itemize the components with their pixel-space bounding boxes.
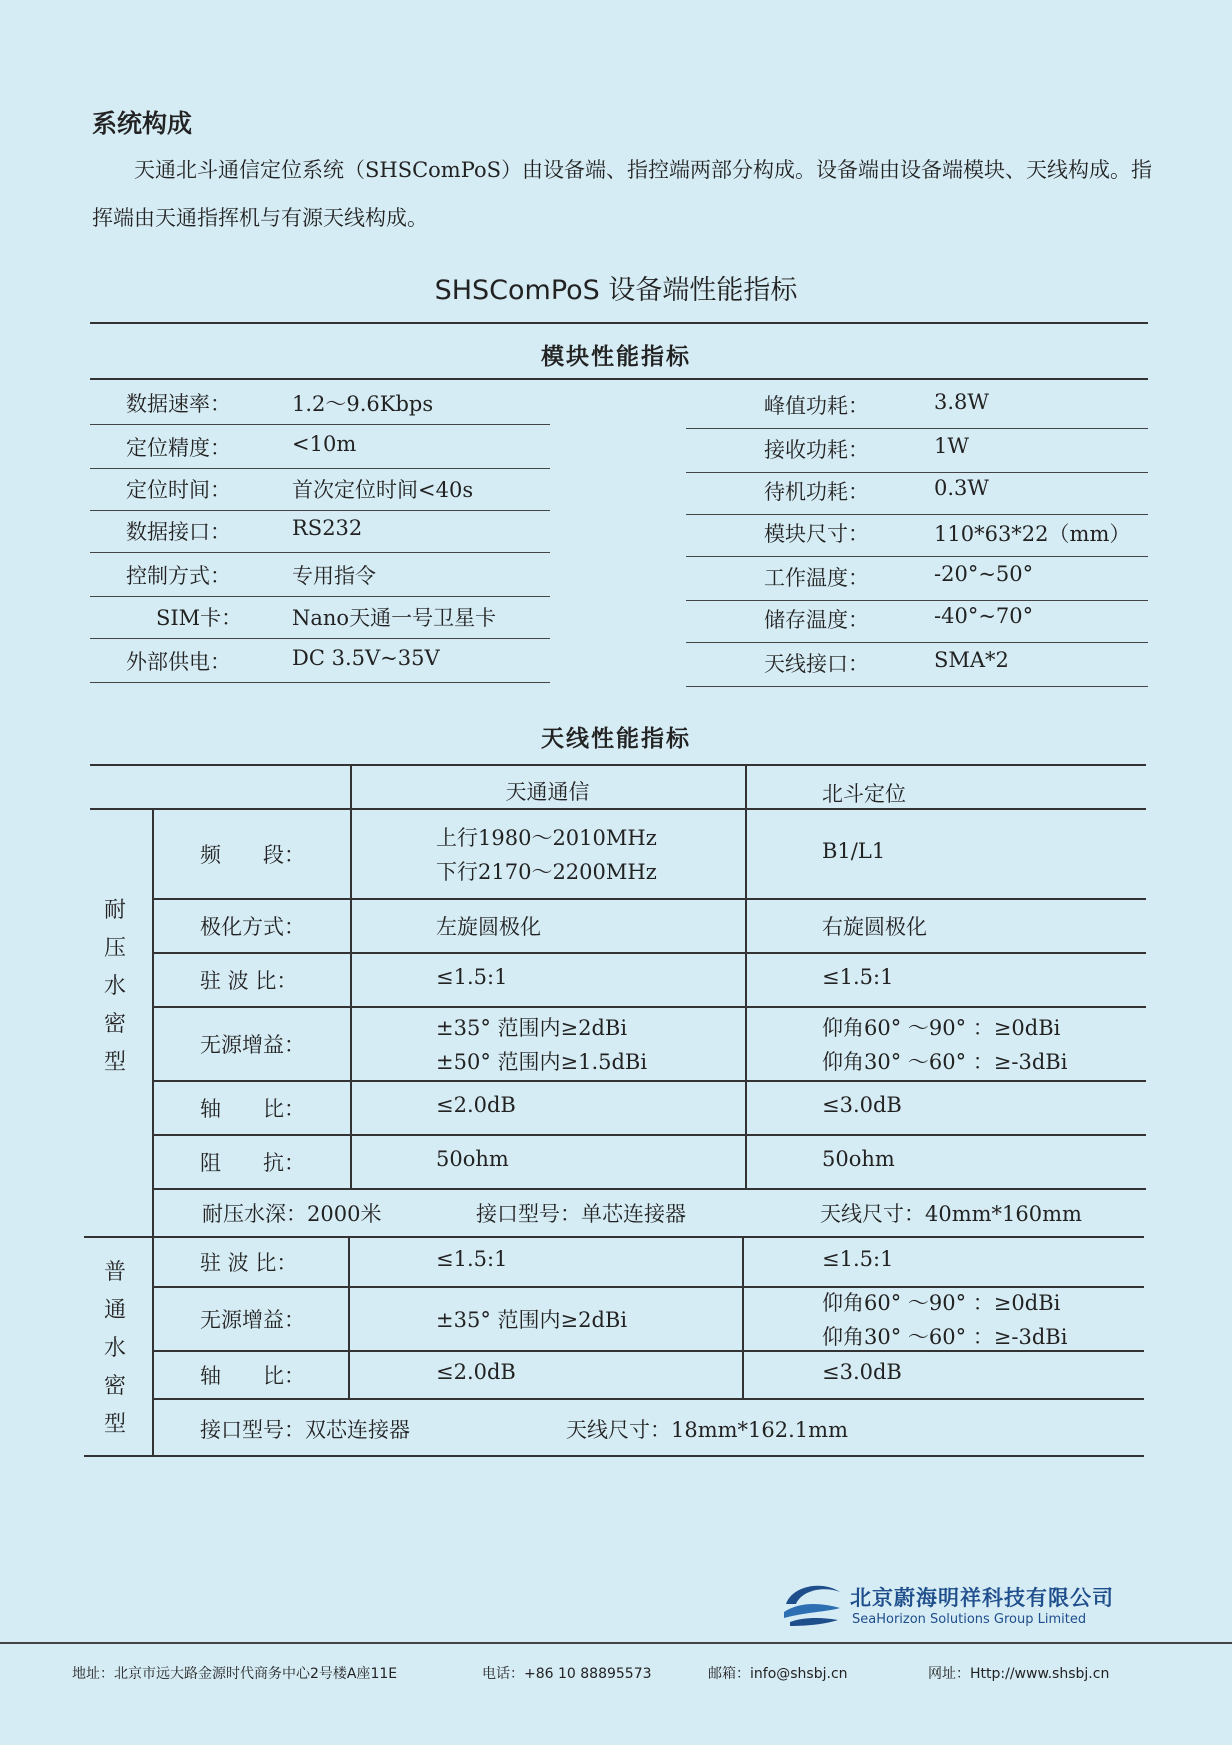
rule-top bbox=[90, 322, 1148, 324]
module-spec-value: 1.2～9.6Kbps bbox=[292, 392, 434, 416]
antenna-cell-tiantong: ≤1.5:1 bbox=[436, 965, 508, 989]
footer-phone: 电话：+86 10 88895573 bbox=[482, 1666, 652, 1682]
module-spec-value: SMA*2 bbox=[934, 648, 1009, 672]
antenna-cell-beidou: ≤1.5:1 bbox=[822, 1247, 894, 1271]
module-row-divider bbox=[90, 424, 550, 425]
footer-band bbox=[0, 1642, 1232, 1745]
antenna-cell-beidou: ≤1.5:1 bbox=[822, 965, 894, 989]
antenna-row-label: 驻 波 比： bbox=[200, 1251, 298, 1275]
antenna-summary-item: 接口型号：双芯连接器 bbox=[200, 1418, 410, 1442]
antenna-cell-beidou: ≤3.0dB bbox=[822, 1093, 902, 1117]
antenna-row-label: 轴 比： bbox=[200, 1097, 305, 1121]
antenna-cell-tiantong: ±50° 范围内≥1.5dBi bbox=[436, 1050, 648, 1074]
module-spec-label: 定位精度： bbox=[126, 436, 231, 460]
antenna-cell-tiantong: ≤2.0dB bbox=[436, 1360, 516, 1384]
antenna-cell-tiantong: 下行2170～2200MHz bbox=[436, 860, 657, 884]
antenna-row-label: 无源增益： bbox=[200, 1033, 305, 1057]
antenna-summary-item: 天线尺寸：18mm*162.1mm bbox=[566, 1418, 848, 1442]
antenna-row-label: 极化方式： bbox=[200, 915, 305, 939]
module-spec-value: 3.8W bbox=[934, 390, 989, 414]
antenna-cell-beidou: 仰角30° ～60° ：≥-3dBi bbox=[822, 1050, 1068, 1074]
module-row-divider bbox=[686, 472, 1148, 473]
module-row-divider bbox=[686, 642, 1148, 643]
module-spec-label: 待机功耗： bbox=[764, 480, 869, 504]
module-row-divider bbox=[686, 556, 1148, 557]
module-spec-label: 控制方式： bbox=[126, 564, 231, 588]
antenna-cell-beidou: 仰角60° ～90° ：≥0dBi bbox=[822, 1016, 1061, 1040]
company-logo-icon bbox=[782, 1578, 844, 1628]
col-header-beidou: 北斗定位 bbox=[822, 782, 906, 806]
module-spec-label: 接收功耗： bbox=[764, 438, 869, 462]
section-title: 系统构成 bbox=[92, 109, 193, 138]
antenna-summary-item: 天线尺寸：40mm*160mm bbox=[820, 1202, 1082, 1226]
col-header-tiantong: 天通通信 bbox=[505, 780, 590, 804]
module-spec-label: 数据接口： bbox=[126, 520, 231, 544]
antenna-cell-tiantong: 左旋圆极化 bbox=[436, 915, 541, 939]
module-spec-value: <10m bbox=[292, 432, 357, 456]
antenna-row-label: 频 段： bbox=[200, 843, 305, 867]
group-name-pressure: 耐压水密型 bbox=[103, 898, 126, 1075]
antenna-cell-tiantong: ±35° 范围内≥2dBi bbox=[436, 1308, 628, 1332]
module-spec-value: Nano天通一号卫星卡 bbox=[292, 606, 497, 630]
antenna-row-label: 无源增益： bbox=[200, 1308, 305, 1332]
module-spec-value: 1W bbox=[934, 434, 969, 458]
module-spec-label: 外部供电： bbox=[126, 650, 231, 674]
module-row-divider bbox=[90, 638, 550, 639]
module-spec-label: 储存温度： bbox=[764, 608, 869, 632]
rule-module-header bbox=[90, 378, 1148, 380]
module-row-divider bbox=[686, 600, 1148, 601]
module-spec-value: 首次定位时间<40s bbox=[292, 478, 474, 502]
module-spec-value: -40°~70° bbox=[934, 604, 1034, 628]
antenna-cell-beidou: 右旋圆极化 bbox=[822, 915, 927, 939]
module-spec-value: 专用指令 bbox=[292, 564, 376, 588]
footer-address: 地址：北京市远大路金源时代商务中心2号楼A座11E bbox=[72, 1666, 398, 1682]
antenna-row-label: 轴 比： bbox=[200, 1364, 305, 1388]
module-spec-label: 工作温度： bbox=[764, 566, 869, 590]
module-spec-value: RS232 bbox=[292, 516, 363, 540]
antenna-cell-tiantong: 50ohm bbox=[436, 1147, 509, 1171]
antenna-cell-beidou: B1/L1 bbox=[822, 839, 886, 863]
antenna-cell-tiantong: ≤2.0dB bbox=[436, 1093, 516, 1117]
module-row-divider bbox=[90, 510, 550, 511]
group-name-normal: 普通水密型 bbox=[103, 1260, 126, 1437]
module-row-divider bbox=[90, 552, 550, 553]
antenna-summary-item: 耐压水深：2000米 bbox=[202, 1202, 382, 1226]
module-spec-label: 数据速率： bbox=[126, 392, 231, 416]
antenna-cell-beidou: 仰角30° ～60° ：≥-3dBi bbox=[822, 1325, 1068, 1349]
company-name-en: SeaHorizon Solutions Group Limited bbox=[852, 1612, 1087, 1627]
module-spec-value: -20°~50° bbox=[934, 562, 1034, 586]
module-row-divider bbox=[90, 468, 550, 469]
footer-email: 邮箱：info@shsbj.cn bbox=[708, 1666, 848, 1682]
module-subtitle: 模块性能指标 bbox=[541, 344, 691, 370]
module-row-divider bbox=[686, 686, 1148, 687]
module-row-divider bbox=[90, 682, 550, 683]
antenna-cell-tiantong: ≤1.5:1 bbox=[436, 1247, 508, 1271]
module-row-divider bbox=[90, 596, 550, 597]
antenna-summary-item: 接口型号：单芯连接器 bbox=[476, 1202, 686, 1226]
antenna-row-label: 阻 抗： bbox=[200, 1151, 305, 1175]
module-spec-label: 天线接口： bbox=[764, 652, 869, 676]
module-spec-label: 定位时间： bbox=[126, 478, 231, 502]
module-row-divider bbox=[686, 514, 1148, 515]
module-spec-label: 模块尺寸： bbox=[764, 522, 869, 546]
module-spec-value: DC 3.5V~35V bbox=[292, 646, 440, 670]
antenna-row-label: 驻 波 比： bbox=[200, 969, 298, 993]
antenna-subtitle: 天线性能指标 bbox=[541, 726, 691, 752]
module-spec-label: SIM卡： bbox=[156, 606, 243, 630]
module-spec-value: 110*63*22（mm） bbox=[934, 522, 1131, 546]
antenna-cell-beidou: 50ohm bbox=[822, 1147, 895, 1171]
page-title: SHSComPoS 设备端性能指标 bbox=[434, 275, 798, 306]
module-spec-label: 峰值功耗： bbox=[764, 394, 869, 418]
antenna-cell-beidou: ≤3.0dB bbox=[822, 1360, 902, 1384]
antenna-cell-tiantong: ±35° 范围内≥2dBi bbox=[436, 1016, 628, 1040]
footer-website: 网址：Http://www.shsbj.cn bbox=[928, 1666, 1110, 1682]
intro-paragraph: 天通北斗通信定位系统（SHSComPoS）由设备端、指控端两部分构成。设备端由设备端模块、天线构成。指挥端由天通指挥机与有源天线构成。 bbox=[92, 158, 1153, 230]
antenna-cell-beidou: 仰角60° ～90° ：≥0dBi bbox=[822, 1291, 1061, 1315]
company-name-cn: 北京蔚海明祥科技有限公司 bbox=[850, 1586, 1114, 1610]
antenna-cell-tiantong: 上行1980～2010MHz bbox=[436, 826, 657, 850]
module-spec-value: 0.3W bbox=[934, 476, 989, 500]
module-row-divider bbox=[686, 428, 1148, 429]
